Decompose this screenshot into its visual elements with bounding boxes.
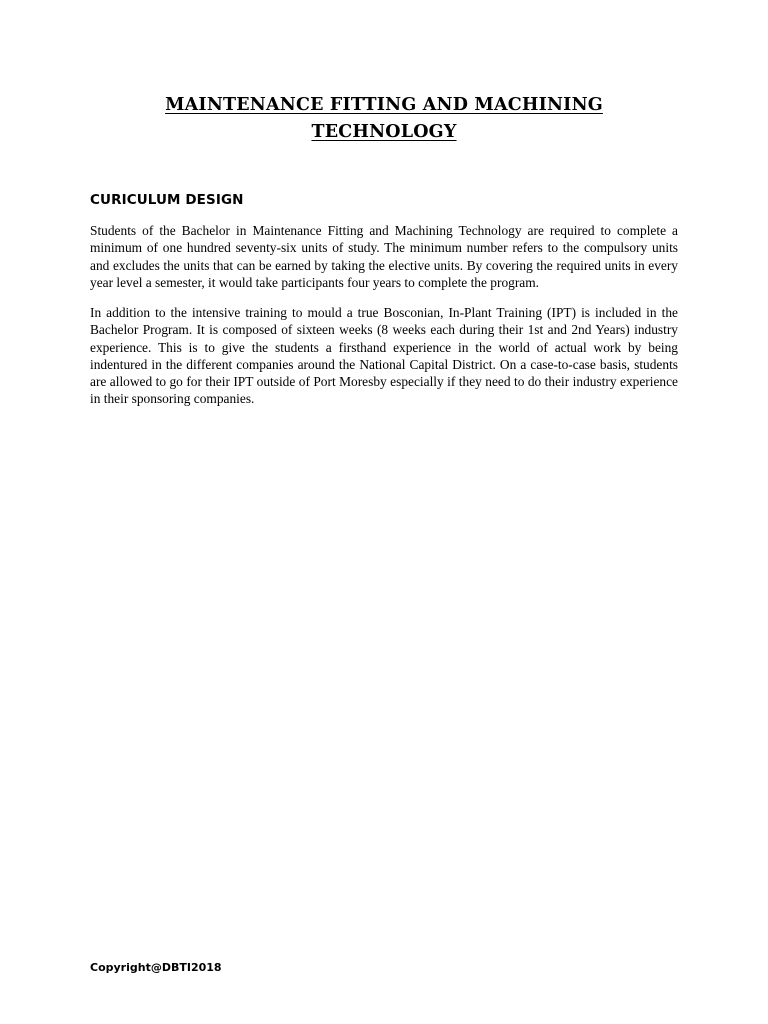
section-heading: CURICULUM DESIGN [90, 192, 244, 208]
paragraph-in-plant-training: In addition to the intensive training to mould a true Bosconian, In-Plant Training (IPT) is included in the Bachelor Program. It is composed of sixteen weeks (8 weeks each during their 1st and 2nd Years) industry experience. This is to give the students a firsthand experience in the world of actual work by being indentured in the different companies around the National Capital District. On a case-to-case basis, students are allowed to go for their IPT outside of Port Moresby especially if they need to do their industry experience in their sponsoring companies. [90, 305, 678, 407]
page-title [90, 92, 678, 146]
title-line-2: TECHNOLOGY [311, 122, 457, 142]
paragraph-curriculum-units: Students of the Bachelor in Maintenance Fitting and Machining Technology are required to complete a minimum of one hundred seventy-six units of study. The minimum number refers to the compulsory units and excludes the units that can be earned by taking the elective units. By covering the required units in every year level a semester, it would take participants four years to complete the program. [90, 223, 678, 290]
copyright-footer: Copyright@DBTI2018 [90, 961, 222, 974]
title-line-1: MAINTENANCE FITTING AND MACHINING [165, 95, 603, 115]
